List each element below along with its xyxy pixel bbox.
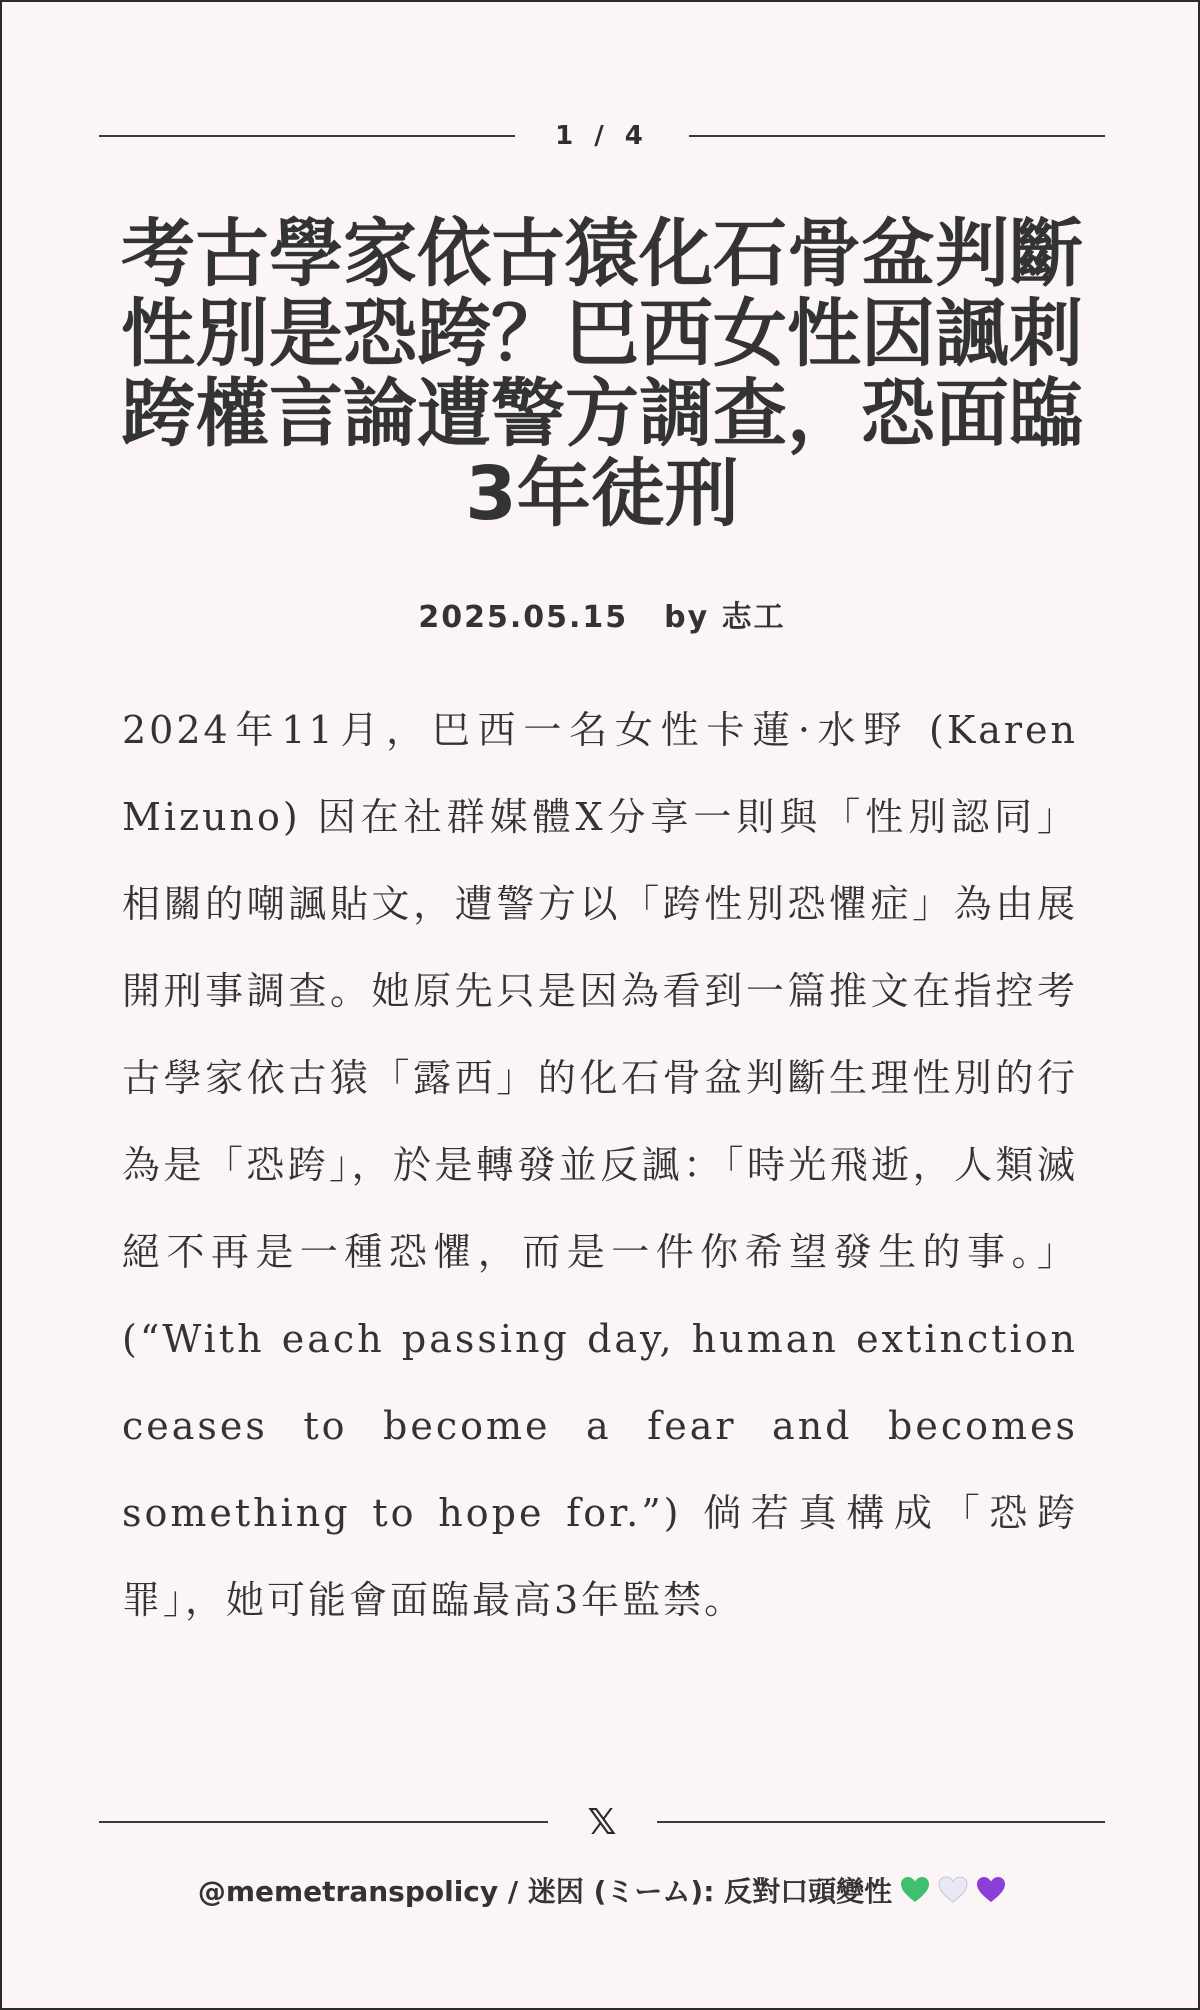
footer-row bbox=[99, 1802, 1105, 1842]
green-heart-shape bbox=[901, 1877, 929, 1902]
handle-text: @memetranspolicy / 迷因 (ミーム): 反對口頭變性 bbox=[197, 1875, 893, 1908]
footer-rule-left bbox=[99, 1821, 548, 1823]
purple-heart-icon bbox=[976, 1876, 1006, 1911]
pager-rule-left bbox=[99, 135, 515, 137]
article-title: 考古學家依古猿化石骨盆判斷性別是恐跨？巴西女性因諷刺跨權言論遭警方調查，恐面臨3年徒刑 bbox=[121, 211, 1083, 537]
pager-rule-right bbox=[689, 135, 1105, 137]
article-body: 2024年11月，巴西一名女性卡蓮·水野 (Karen Mizuno) 因在社群媒體X分享一則與「性別認同」相關的嘲諷貼文，遭警方以「跨性別恐懼症」為由展開刑事調查。她原先只是因為看到一篇推文在指控考古學家依古猿「露西」的化石骨盆判斷生理性別的行為是「恐跨」，於是轉發並反諷：「時光飛逝，人類滅絕不再是一種恐懼，而是一件你希望發生的事。」(“With each passing day, human extinction ceases to become a fear and becomes something to hope for.”) 倘若真構成「恐跨罪」，她可能會面臨最高3年監禁。 bbox=[122, 708, 1078, 1622]
byline bbox=[99, 592, 1105, 636]
x-logo-icon: 𝕏 bbox=[587, 1801, 617, 1843]
green-heart-icon bbox=[900, 1876, 930, 1911]
author: by 志工 bbox=[664, 600, 786, 635]
footer-rule-right bbox=[657, 1821, 1106, 1823]
pager-row bbox=[99, 120, 1105, 152]
white-heart-icon bbox=[938, 1876, 968, 1911]
page-indicator: 1 / 4 bbox=[555, 121, 649, 151]
purple-heart-shape bbox=[977, 1877, 1005, 1902]
footer-handle bbox=[99, 1870, 1105, 1911]
publish-date: 2025.05.15 bbox=[418, 600, 629, 635]
white-heart-shape bbox=[939, 1877, 967, 1902]
